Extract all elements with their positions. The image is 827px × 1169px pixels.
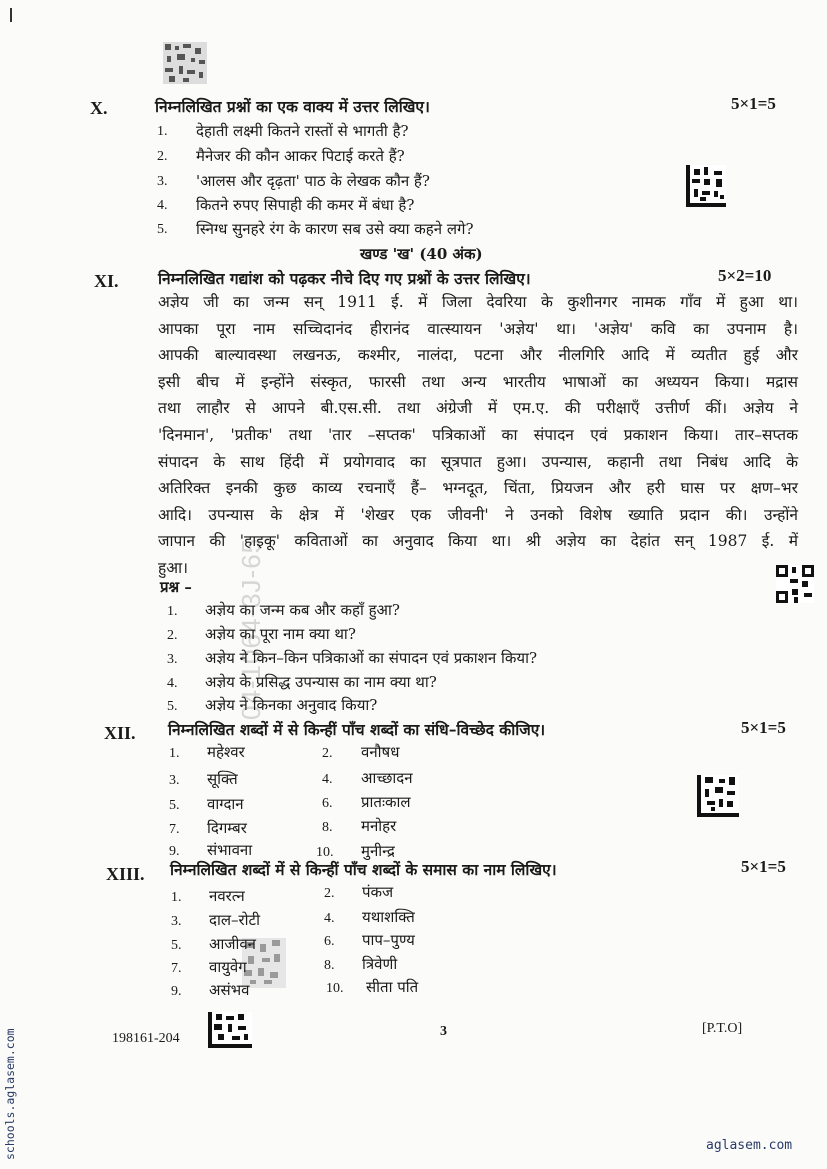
item-number: 9. — [169, 844, 180, 859]
word-item: नवरत्न — [209, 887, 245, 905]
pto-label: [P.T.O] — [702, 1021, 743, 1036]
item-number: 3. — [167, 652, 178, 667]
item-number: 2. — [157, 149, 168, 164]
passage-line: आपकी बाल्यावस्था लखनऊ, कश्मीर, नालंदा, पटना और नीलगिरि आदि में व्यतीत हुई और — [158, 346, 798, 365]
item-number: 2. — [167, 628, 178, 643]
question-number: XII. — [104, 723, 136, 743]
qr-code-right-3 — [697, 775, 739, 817]
item-number: 5. — [167, 699, 178, 714]
word-item: असंभव — [209, 981, 250, 999]
question-item: 'आलस और दृढ़ता' पाठ के लेखक कौन हैं? — [196, 172, 430, 190]
question-item: कितने रुपए सिपाही की कमर में बंधा है? — [196, 196, 415, 214]
word-item: पाप–पुण्य — [362, 931, 415, 949]
section-title: खण्ड 'ख' (40 अंक) — [360, 245, 483, 263]
qr-code-right-1 — [686, 165, 726, 207]
margin-mark — [10, 8, 12, 22]
item-number: 4. — [157, 198, 168, 213]
word-item: प्रातःकाल — [361, 793, 411, 811]
item-number: 4. — [167, 676, 178, 691]
marks: 5×1=5 — [731, 94, 776, 113]
item-number: 2. — [324, 886, 335, 901]
item-number: 5. — [171, 938, 182, 953]
passage-line: तथा लाहौर से आपने बी.एस.सी. तथा अंग्रेजी में एम.ए. की परीक्षाएँ उत्तीर्ण कीं। अज्ञेय ने — [158, 399, 798, 418]
passage-line: जापान की 'हाइकू' कविताओं का अनुवाद किया था। श्री अज्ञेय का देहांत सन् 1987 ई. में — [158, 532, 798, 551]
word-item: वाग्दान — [207, 795, 244, 813]
item-number: 1. — [157, 124, 168, 139]
question-item: अज्ञेय ने किनका अनुवाद किया? — [205, 696, 378, 714]
question-heading: निम्नलिखित शब्दों में से किन्हीं पाँच शब्दों के समास का नाम लिखिए। — [170, 860, 557, 879]
item-number: 9. — [171, 984, 182, 999]
qr-code-footer — [208, 1012, 252, 1048]
site-url-side[interactable]: schools.aglasem.com — [3, 1028, 17, 1160]
word-item: महेश्वर — [207, 743, 245, 761]
item-number: 3. — [171, 914, 182, 929]
question-item: अज्ञेय ने किन–किन पत्रिकाओं का संपादन एवं प्रकाशन किया? — [205, 649, 537, 667]
passage-line: आपका पूरा नाम सच्चिदानंद हीरानंद वात्स्यायन 'अज्ञेय' था। 'अज्ञेय' कवि का उपनाम है। — [158, 319, 798, 338]
item-number: 1. — [171, 890, 182, 905]
question-heading: निम्नलिखित प्रश्नों का एक वाक्य में उत्तर लिखिए। — [155, 97, 430, 116]
question-heading: निम्नलिखित गद्यांश को पढ़कर नीचे दिए गए प्रश्नों के उत्तर लिखिए। — [158, 269, 531, 288]
word-item: यथाशक्ति — [362, 908, 415, 926]
word-item: आजीवन — [209, 935, 257, 953]
question-item: मैनेजर की कौन आकर पिटाई करते हैं? — [196, 147, 405, 165]
passage-line: अतिरिक्त इनकी कुछ काव्य रचनाएँ हैं– भग्नदूत, चिंता, प्रियजन और हरी घास पर क्षण–भर — [158, 479, 798, 498]
item-number: 3. — [157, 174, 168, 189]
passage-line: संपादन के साथ हिंदी में प्रयोगवाद का सूत्रपात हुआ। उपन्यास, कहानी तथा निबंध आदि के — [158, 452, 798, 471]
passage — [158, 289, 798, 582]
passage-line: 'दिनमान', 'प्रतीक' तथा 'तार –सप्तक' पत्रिकाओं का संपादन एवं प्रकाशन किया। तार–सप्तक — [158, 425, 798, 444]
marks: 5×1=5 — [741, 857, 786, 876]
question-item: अज्ञेय का जन्म कब और कहाँ हुआ? — [205, 601, 400, 619]
item-number: 10. — [326, 981, 344, 996]
marks: 5×1=5 — [741, 718, 786, 737]
item-number: 8. — [324, 958, 335, 973]
item-number: 5. — [157, 222, 168, 237]
word-item: आच्छादन — [361, 769, 413, 787]
word-item: मनोहर — [361, 817, 397, 835]
site-url-bottom[interactable]: aglasem.com — [706, 1138, 793, 1153]
passage-line: अज्ञेय जी का जन्म सन् 1911 ई. में जिला देवरिया के कुशीनगर नामक गाँव में हुआ था। — [158, 293, 798, 311]
passage-line: आदि। उपन्यास के क्षेत्र में 'शेखर एक जीवनी' ने उनको विशेष ख्याति प्रदान की। उन्होंने — [158, 505, 798, 524]
passage-line: हुआ। — [158, 558, 188, 577]
paper-code: 198161-204 — [112, 1031, 180, 1046]
question-item: अज्ञेय का पूरा नाम क्या था? — [205, 625, 356, 643]
word-item: पंकज — [362, 883, 394, 901]
word-item: दाल–रोटी — [209, 911, 260, 929]
word-item: सूक्ति — [207, 770, 238, 788]
qr-code-top — [163, 42, 207, 84]
page-number: 3 — [440, 1024, 447, 1039]
item-number: 6. — [322, 796, 333, 811]
item-number: 1. — [167, 604, 178, 619]
item-number: 10. — [316, 845, 334, 860]
item-number: 1. — [169, 746, 180, 761]
question-number: X. — [90, 98, 108, 118]
item-number: 7. — [169, 822, 180, 837]
marks: 5×2=10 — [718, 266, 772, 285]
question-number: XI. — [94, 271, 119, 291]
word-item: वायुवेग — [209, 958, 247, 976]
item-number: 7. — [171, 961, 182, 976]
word-item: वनौषध — [361, 743, 400, 761]
word-item: त्रिवेणी — [362, 955, 398, 973]
item-number: 5. — [169, 798, 180, 813]
word-item: मुनीन्द्र — [361, 842, 395, 860]
word-item: दिगम्बर — [207, 819, 247, 837]
item-number: 2. — [322, 746, 333, 761]
question-item: देहाती लक्ष्मी कितने रास्तों से भागती है? — [196, 122, 409, 140]
item-number: 4. — [322, 772, 333, 787]
question-number: XIII. — [106, 864, 145, 884]
question-item: अज्ञेय के प्रसिद्ध उपन्यास का नाम क्या था? — [205, 673, 437, 691]
question-item: स्निग्ध सुनहरे रंग के कारण सब उसे क्या कहने लगे? — [196, 220, 474, 238]
item-number: 4. — [324, 911, 335, 926]
item-number: 6. — [324, 934, 335, 949]
watermark: 04-1064-3J-65 — [236, 537, 266, 720]
item-number: 3. — [169, 773, 180, 788]
word-item: संभावना — [207, 841, 253, 859]
passage-line: इसी बीच में इन्होंने संस्कृत, फारसी तथा अन्य भारतीय भाषाओं का अध्ययन किया। मद्रास — [158, 372, 798, 391]
word-item: सीता पति — [366, 978, 419, 996]
question-heading: निम्नलिखित शब्दों में से किन्हीं पाँच शब्दों का संधि–विच्छेद कीजिए। — [168, 720, 546, 739]
item-number: 8. — [322, 820, 333, 835]
questions-label: प्रश्न – — [160, 578, 192, 596]
